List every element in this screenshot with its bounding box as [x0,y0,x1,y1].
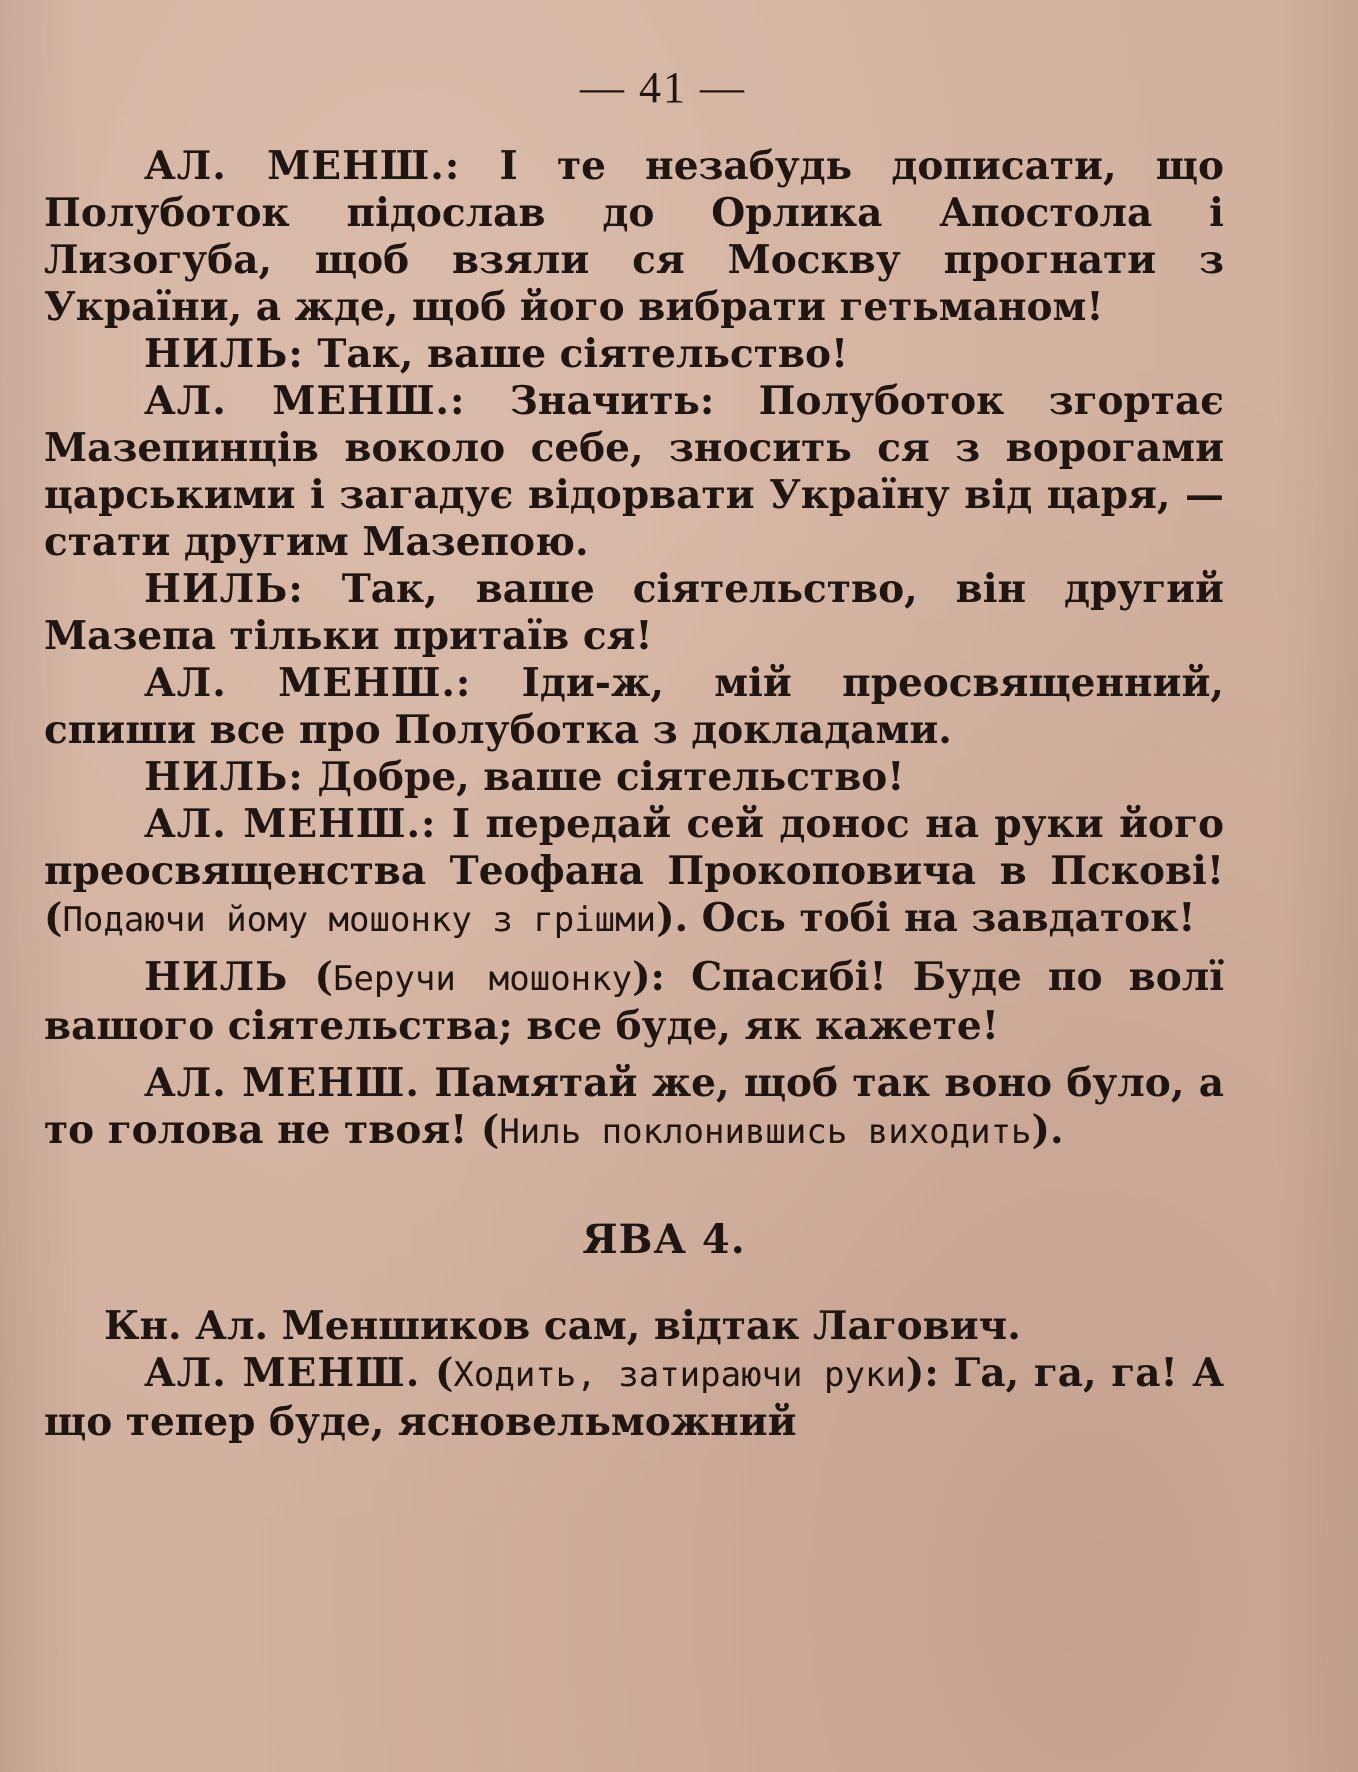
dialogue-paragraph [44,566,1224,660]
page-number: — 41 — [580,63,746,112]
speaker-name: НИЛЬ: [144,331,304,377]
speaker-name: НИЛЬ: [144,566,304,612]
scene-title: ЯВА 4. [582,1216,746,1263]
dialogue-text: І те незабудь дописати, що Полуботок підослав до Орлика Апостола і Лизогуба, щоб взяли ся Москву прогнати з України, а жде, щоб його вибрати гетьманом! [44,143,1224,330]
speaker-name: АЛ. МЕНШ.: [144,660,472,706]
dialogue-text-continued: ): Спасибі! Буде по волї вашого сіятельства; все буде, як кажете! [44,954,1225,1049]
speaker-name: АЛ. МЕНШ.: [144,378,466,424]
stage-direction: Ниль поклонившись виходить [499,1112,1032,1152]
speaker-name: АЛ. МЕНШ.: [144,143,461,189]
book-page [44,62,1224,1446]
scene-characters: Кн. Ал. Меншиков сам, відтак Лагович. [104,1303,1021,1349]
speaker-name: НИЛЬ [144,954,289,1000]
dialogue-text-continued: ). [1031,1107,1064,1153]
stage-direction: Ходить, затираючи руки [453,1355,906,1395]
dialogue-text: Так, ваше сіятельство, він другий Мазепа тільки притаїв ся! [44,566,1224,659]
stage-direction: Подаючи йому мошонку з грішми [62,900,657,940]
speaker-name: АЛ. МЕНШ. [144,1350,421,1396]
speaker-name: НИЛЬ: [144,754,304,800]
dialogue-paragraph [44,331,1224,378]
dialogue-text-continued: ): Га, га, га! А що тепер буде, ясновельможний [44,1350,1225,1445]
dialogue-text-continued: ). Ось тобі на завдаток! [656,895,1196,941]
dialogue-text: Памятай же, щоб так воно було, а то голова не твоя! ( [44,1060,1224,1153]
dialogue-paragraph [44,660,1224,754]
dialogue-paragraph [44,143,1224,331]
dialogue-text: Значить: Полуботок згортає Мазепинців воколо себе, зносить ся з ворогами царськими і загадує відорвати Україну від царя, — стати другим Мазепою. [44,378,1224,565]
dialogue-text: Так, ваше сіятельство! [303,331,849,377]
dialogue-text: ( [420,1350,454,1396]
stage-direction: Беручи мошонку [332,959,633,999]
dialogue-paragraph [44,754,1224,801]
dialogue-paragraph [44,1060,1224,1156]
dialogue-text: Добре, ваше сіятельство! [303,754,905,800]
dialogue-paragraph [44,378,1224,566]
speaker-name: АЛ. МЕНШ. [144,1060,420,1106]
dialogue-text: Іди-ж, мій преосвященний, спиши все про Полуботка з докладами. [44,660,1224,753]
dialogue-paragraph [44,801,1224,944]
dialogue-text: ( [288,954,333,1000]
dialogue-text: І передай сей донос на руки його преосвященства Теофана Прокоповича в Пскові! ( [44,801,1224,941]
dialogue-paragraph [44,1350,1224,1446]
speaker-name: АЛ. МЕНШ.: [144,801,437,847]
dialogue-paragraph [44,954,1224,1050]
